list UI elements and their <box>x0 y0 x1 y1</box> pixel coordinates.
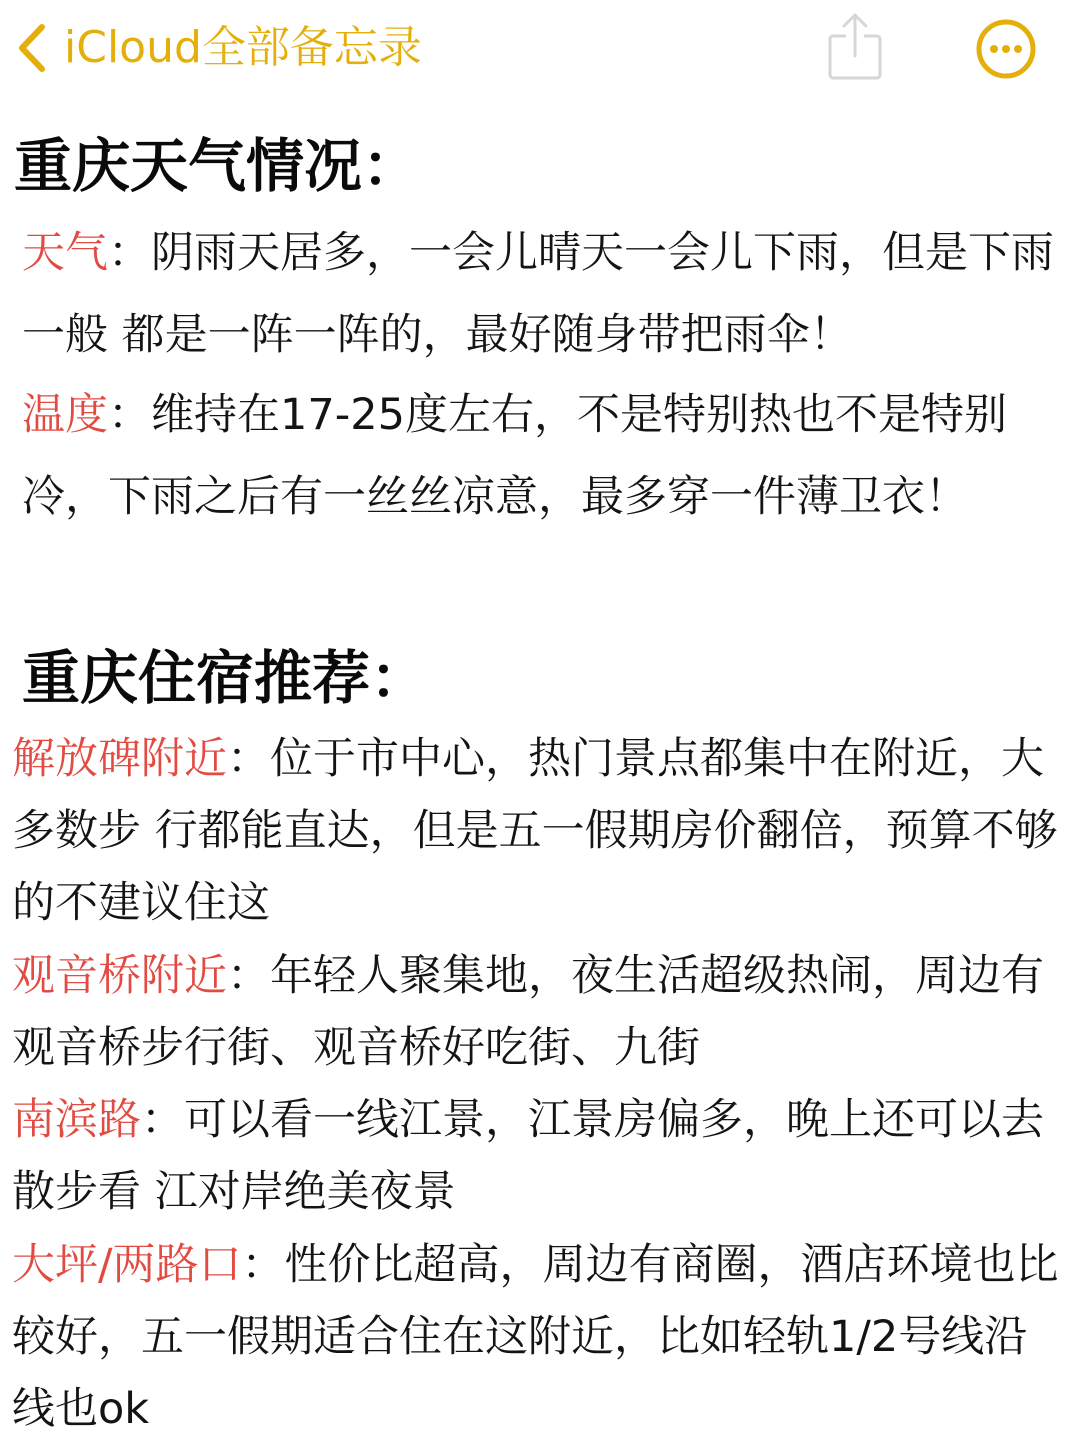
more-ellipsis-circle-icon <box>975 18 1037 80</box>
chevron-left-icon <box>14 23 48 73</box>
navigation-bar <box>0 0 1080 100</box>
stay-tag: 观音桥附近 <box>12 951 227 1001</box>
temperature-paragraph <box>22 374 1072 538</box>
temperature-colon: ： <box>108 390 151 440</box>
stay-tag: 大坪/两路口 <box>12 1240 242 1290</box>
temperature-text: 维持在17-25度左右，不是特别热也不是特别冷，下雨之后有一丝丝凉意，最多穿一件薄卫衣！ <box>22 390 1007 522</box>
stay-paragraph-guanyinqiao <box>12 940 1062 1084</box>
stay-tag: 解放碑附近 <box>12 734 227 784</box>
stay-text: 年轻人聚集地，夜生活超级热闹，周边有观音桥步行街、观音桥好吃街、九街 <box>12 951 1044 1073</box>
share-button[interactable] <box>826 10 884 82</box>
stay-paragraph-daping <box>12 1229 1062 1445</box>
stay-colon: ： <box>227 951 270 1001</box>
share-icon <box>826 10 884 82</box>
back-button-label: iCloud全部备忘录 <box>64 22 422 73</box>
weather-tag: 天气 <box>22 228 108 278</box>
stay-text: 位于市中心，热门景点都集中在附近，大多数步 行都能直达，但是五一假期房价翻倍，预算不够的不建议住这 <box>12 734 1058 928</box>
stay-colon: ： <box>241 1240 285 1290</box>
stay-text: 可以看一线江景，江景房偏多，晚上还可以去散步看 江对岸绝美夜景 <box>12 1095 1044 1217</box>
heading-stay: 重庆住宿推荐： <box>22 644 429 712</box>
stay-tag: 南滨路 <box>12 1095 141 1145</box>
weather-paragraph <box>22 212 1072 376</box>
stay-colon: ： <box>141 1095 184 1145</box>
more-button[interactable] <box>975 18 1037 80</box>
weather-colon: ： <box>108 228 151 278</box>
stay-text: 性价比超高，周边有商圈，酒店环境也比较好，五一假期适合住在这附近，比如轻轨1/2号线沿线也ok <box>12 1240 1059 1434</box>
stay-paragraph-nanbinlu <box>12 1084 1062 1228</box>
stay-paragraph-jiefangbei <box>12 723 1062 939</box>
temperature-tag: 温度 <box>22 390 108 440</box>
heading-weather: 重庆天气情况： <box>14 132 421 200</box>
back-button[interactable] <box>14 18 422 78</box>
weather-text: 阴雨天居多，一会儿晴天一会儿下雨，但是下雨一般 都是一阵一阵的，最好随身带把雨伞！ <box>22 228 1054 360</box>
stay-colon: ： <box>227 734 270 784</box>
